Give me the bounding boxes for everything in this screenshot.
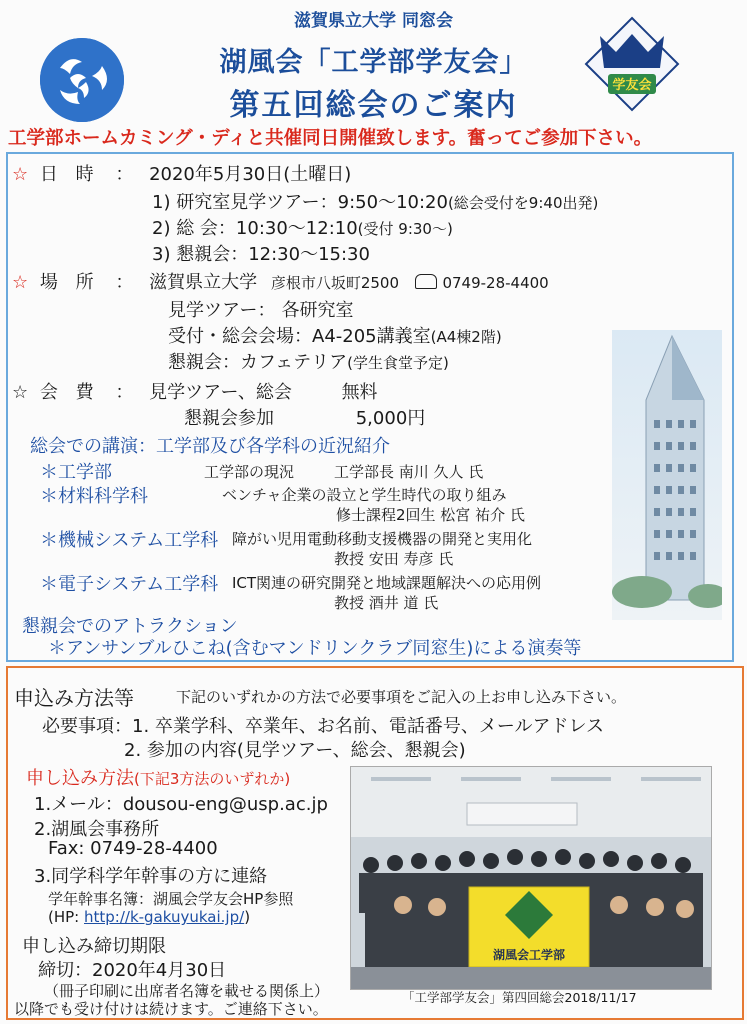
deadline-value: 締切：2020年4月30日	[38, 960, 227, 981]
fee-party-row	[184, 404, 425, 430]
contact-email-link[interactable]: dousou-eng@usp.ac.jp	[122, 794, 328, 815]
deadline-heading: 申し込み締切期限	[22, 936, 166, 957]
lecture-dept: ＊工学部	[40, 462, 112, 483]
colon: ：	[115, 382, 134, 403]
method-email-row	[34, 790, 328, 816]
lecture-dept: ＊機械システム工学科	[40, 530, 219, 551]
gakuyukai-emblem	[582, 14, 682, 114]
lecture-speaker: 教授 酒井 道 氏	[334, 594, 439, 612]
venue-value: A4-205講義室	[312, 326, 431, 347]
page-title: 湖風会「工学部学友会」	[219, 47, 528, 78]
requirements-label: 必要事項：	[42, 716, 132, 737]
group-photo	[350, 766, 712, 990]
schedule-text: 2) 総 会：10:30〜12:10	[152, 218, 358, 239]
schedule-text: 3) 懇親会：12:30〜15:30	[152, 244, 370, 265]
deadline-note: 以降でも受け付けは続けます。ご連絡下さい。	[14, 1000, 328, 1018]
hp-suffix: )	[244, 908, 251, 926]
schedule-item	[152, 240, 370, 266]
emblem-label: 学友会	[612, 78, 652, 93]
requirements-row	[42, 712, 604, 738]
lecture-topic: 障がい児用電動移動支援機器の開発と実用化	[232, 530, 533, 548]
fee-party-value: 5,000円	[355, 408, 426, 429]
venue-item	[168, 322, 502, 348]
lecture-dept: ＊電子システム工学科	[40, 574, 219, 595]
venue-label: 見学ツアー：	[168, 300, 276, 321]
place-phone: 0749-28-4400	[442, 274, 549, 292]
star-icon: ☆	[12, 272, 29, 293]
method-secretary-label: 3.同学科学年幹事の方に連絡	[34, 866, 268, 887]
schedule-note: (総会受付を9:40出発)	[447, 194, 599, 212]
hp-prefix: (HP:	[48, 908, 84, 926]
org-name: 滋賀県立大学 同窓会	[294, 11, 453, 31]
attraction-text: ＊アンサンブルひこね(含むマンドリンクラブ同窓生)による演奏等	[48, 638, 582, 659]
requirement-item: 1. 卒業学科、卒業年、お名前、電話番号、メールアドレス	[132, 716, 604, 737]
colon: ：	[115, 164, 134, 185]
star-icon: ☆	[12, 164, 29, 185]
apply-heading: 申込み方法等	[14, 686, 134, 710]
secretary-list-note: 学年幹事名簿：湖風会学友会HP参照	[48, 890, 294, 908]
venue-item	[168, 296, 353, 322]
lecture-dept: ＊材料科学科	[40, 486, 148, 507]
lectures-heading: 総会での講演：工学部及び各学科の近況紹介	[30, 436, 390, 457]
method-note: (下記3方法のいずれか)	[134, 770, 291, 788]
lecture-topic: ICT関連の研究開発と地域課題解決への応用例	[232, 574, 542, 592]
requirement-item: 2. 参加の内容(見学ツアー、総会、懇親会)	[124, 740, 466, 761]
lecture-speaker: 修士課程2回生 松宮 祐介 氏	[336, 506, 525, 524]
emblem-icon	[582, 14, 682, 114]
fee-party-label: 懇親会参加	[184, 408, 274, 429]
date-row	[12, 160, 351, 186]
method-heading: 申し込み方法	[26, 768, 134, 789]
attraction-heading: 懇親会でのアトラクション	[22, 616, 238, 637]
place-address: 彦根市八坂町2500	[270, 274, 399, 292]
schedule-note: (受付 9:30〜)	[357, 220, 453, 238]
venue-note: (A4棟2階)	[430, 328, 502, 346]
fee-row	[12, 378, 378, 404]
lecture-speaker: 工学部長 南川 久人 氏	[334, 463, 484, 481]
fee-label: 会 費	[39, 382, 100, 403]
apply-intro: 下記のいずれかの方法で必要事項をご記入の上お申し込み下さい。	[176, 688, 627, 706]
photo-caption: 「工学部学友会」第四回総会2018/11/17	[402, 990, 637, 1005]
university-building-image	[612, 330, 722, 620]
venue-item	[168, 348, 449, 374]
method-fax: Fax: 0749-28-4400	[48, 838, 218, 859]
hp-row	[48, 908, 250, 926]
phone-icon	[415, 274, 437, 289]
place-label: 場 所	[39, 272, 100, 293]
venue-label: 受付・総会会場：	[168, 326, 312, 347]
deadline-note: （冊子印刷に出席者名簿を載せる関係上）	[44, 982, 330, 1000]
schedule-item	[152, 188, 598, 214]
schedule-item	[152, 214, 453, 240]
date-value: 2020年5月30日(土曜日)	[149, 164, 352, 185]
schedule-text: 1) 研究室見学ツアー：9:50〜10:20	[152, 192, 448, 213]
fee-tour-value: 無料	[341, 382, 378, 403]
lecture-speaker: 教授 安田 寿彦 氏	[334, 550, 454, 568]
place-row	[12, 268, 549, 294]
method-office-label: 2.湖風会事務所	[34, 819, 160, 840]
star-icon: ☆	[12, 382, 29, 403]
lecture-topic: 工学部の現況	[204, 463, 295, 481]
email-label: 1.メール：	[34, 794, 123, 815]
venue-label: 懇親会：	[168, 352, 240, 373]
banner-text: 湖風会工学部	[492, 948, 566, 962]
fee-tour-label: 見学ツアー、総会	[149, 382, 292, 403]
venue-note: (学生食堂予定)	[347, 354, 449, 372]
colon: ：	[115, 272, 134, 293]
venue-value: 各研究室	[281, 300, 354, 321]
date-label: 日 時	[39, 164, 100, 185]
homepage-link[interactable]: http://k-gakuyukai.jp/	[84, 908, 245, 926]
lecture-topic: ベンチャ企業の設立と学生時代の取り組み	[222, 486, 507, 504]
homecoming-notice: 工学部ホームカミング・ディと共催同日開催致します。奮ってご参加下さい。	[8, 128, 653, 149]
venue-value: カフェテリア	[240, 352, 348, 373]
place-value: 滋賀県立大学	[149, 272, 258, 293]
page-subtitle: 第五回総会のご案内	[229, 88, 518, 123]
method-heading-row	[26, 764, 290, 790]
